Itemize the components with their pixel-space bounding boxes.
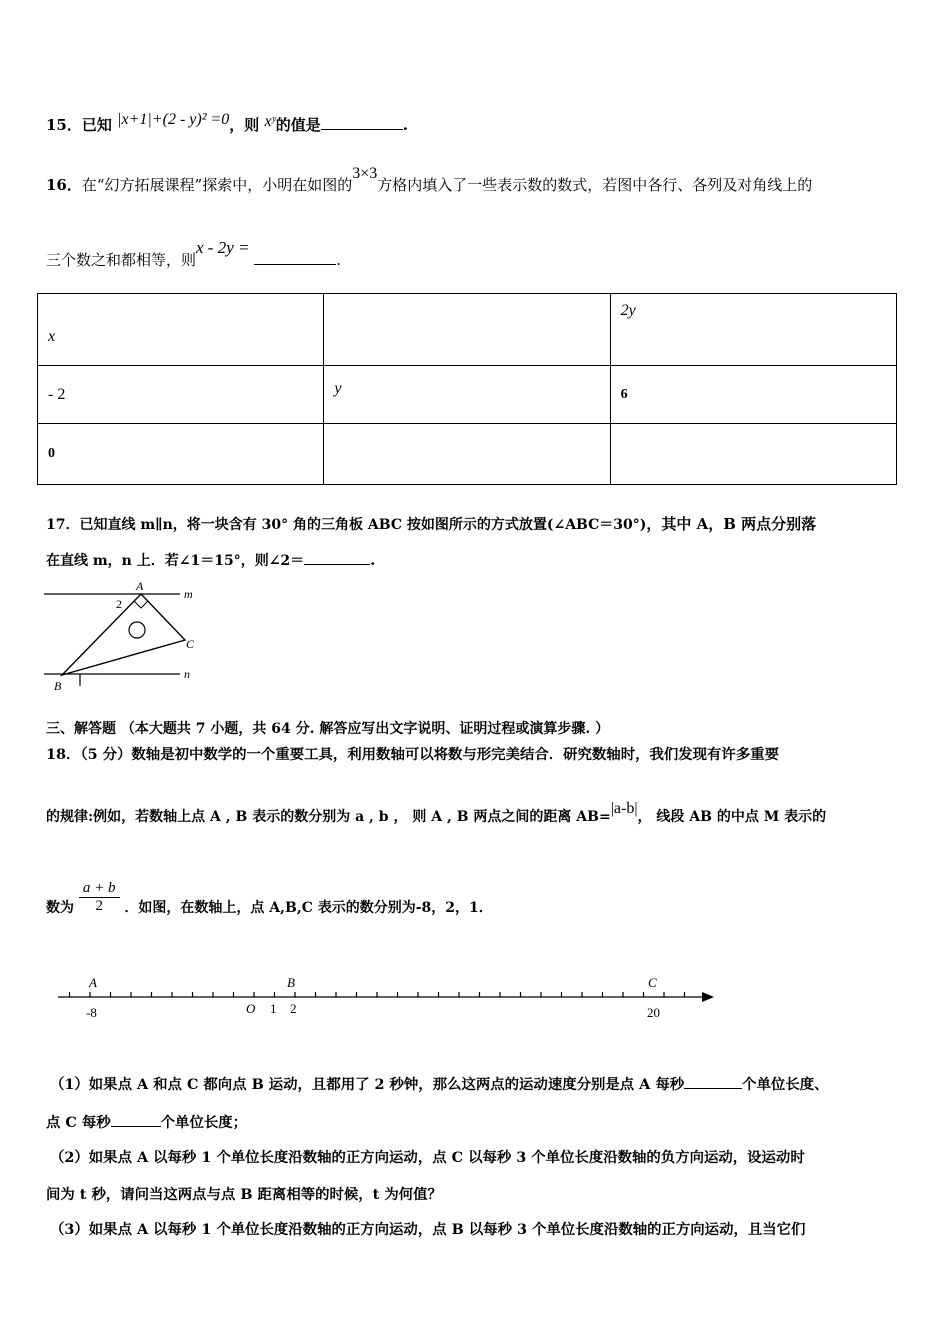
tick-label: -8 bbox=[86, 1005, 97, 1020]
section-3-title: 三、解答题 （本大题共 7 小题，共 64 分. 解答应写出文字说明、证明过程或演算步骤. ） bbox=[46, 721, 610, 737]
point-c-label: C bbox=[186, 637, 195, 651]
q18-text-c: 数为 bbox=[46, 899, 74, 916]
q15-answer-blank[interactable] bbox=[321, 129, 403, 130]
line-n-label: n bbox=[184, 667, 190, 681]
q17-answer-blank[interactable] bbox=[304, 564, 370, 565]
q17-text-a: 17．已知直线 m∥n，将一块含有 30° 角的三角板 ABC 按如图所示的方式放置(∠ABC＝30°) bbox=[46, 517, 647, 533]
question-16-line1 bbox=[46, 165, 813, 195]
q18-text-d: ．如图，在数轴上，点 A,B,C 表示的数分别为-8，2，1． bbox=[124, 899, 493, 916]
question-18-line2 bbox=[46, 800, 827, 826]
line-m-label: m bbox=[184, 587, 193, 601]
magic-square-cell: 2y bbox=[610, 294, 896, 366]
q16-text-b: 方格内填入了一些表示数的数式，若图中各行、各列及对角线上的 bbox=[377, 176, 813, 194]
question-17-line2 bbox=[46, 550, 375, 570]
magic-square-cell bbox=[610, 424, 896, 485]
q16-answer-blank[interactable] bbox=[254, 264, 336, 265]
fraction-denominator: 2 bbox=[95, 898, 103, 914]
triangle-figure bbox=[40, 578, 210, 692]
q16-size: 3×3 bbox=[352, 165, 378, 182]
magic-square-cell: 6 bbox=[610, 366, 896, 424]
q15-power: xʸ bbox=[264, 113, 276, 130]
magic-square-cell: 0 bbox=[38, 424, 324, 485]
tick-label: 20 bbox=[647, 1005, 660, 1020]
axis-arrow-icon bbox=[702, 992, 714, 1002]
q15-number: 15． bbox=[46, 116, 82, 134]
q17-text-c: 在直线 m，n 上．若∠1＝15°，则∠2＝ bbox=[46, 553, 305, 569]
magic-square-cell: y bbox=[324, 366, 610, 424]
q16-end: . bbox=[336, 251, 342, 269]
tick-label: 2 bbox=[290, 1001, 297, 1016]
angle-2-label: 2 bbox=[116, 597, 122, 611]
q18-part2-line2: 间为 t 秒，请问当这两点与点 B 距离相等的时候，t 为何值？ bbox=[46, 1186, 442, 1203]
q15-equation: |x+1|+(2 - y)² =0 bbox=[117, 111, 230, 128]
q15-suffix: 的值是 bbox=[275, 116, 321, 134]
magic-square-cell: x bbox=[38, 294, 324, 366]
point-b-label: B bbox=[54, 679, 62, 692]
q18-part1-line2 bbox=[46, 1111, 247, 1132]
triangle-hole bbox=[129, 622, 145, 638]
tick-label: 1 bbox=[270, 1001, 277, 1016]
q18-part1-text-d: 个单位长度； bbox=[160, 1114, 248, 1131]
q18-part1-text-c: 点 C 每秒 bbox=[46, 1114, 111, 1131]
q16-text-a: 在“幻方拓展课程”探索中，小明在如图的 bbox=[81, 176, 353, 194]
point-c-label: C bbox=[648, 975, 657, 990]
q18-part3-line1: （3）如果点 A 以每秒 1 个单位长度沿数轴的正方向运动，点 B 以每秒 3 个单位长度沿数轴的正方向运动，且当它们 bbox=[50, 1221, 806, 1238]
fraction-numerator: a + b bbox=[79, 880, 120, 898]
q18-part1-blank-b[interactable] bbox=[111, 1126, 161, 1127]
question-18-line3 bbox=[46, 880, 493, 915]
magic-square-cell: - 2 bbox=[38, 366, 324, 424]
magic-square-cell bbox=[324, 294, 610, 366]
question-16-line2 bbox=[46, 238, 342, 270]
q16-expr: x - 2y = bbox=[196, 238, 250, 257]
point-a-label: A bbox=[89, 975, 97, 990]
q18-text-b: ， 线段 AB 的中点 M 表示的 bbox=[637, 809, 827, 825]
q18-part1-line1 bbox=[50, 1073, 829, 1094]
q18-fraction bbox=[79, 880, 120, 915]
question-17-line1 bbox=[46, 513, 816, 534]
q17-end: . bbox=[370, 551, 376, 569]
q15-prefix: 已知 bbox=[81, 116, 112, 134]
magic-square-row bbox=[38, 366, 897, 424]
point-a-label: A bbox=[136, 579, 144, 593]
q16-text-c: 三个数之和都相等，则 bbox=[46, 251, 197, 269]
triangle-abc bbox=[62, 594, 185, 675]
q18-part1-text-a: （1）如果点 A 和点 C 都向点 B 运动，且都用了 2 秒钟，那么这两点的运动速度分别是点 A 每秒 bbox=[50, 1076, 685, 1093]
magic-square-table bbox=[37, 293, 897, 485]
origin-label: O bbox=[246, 1001, 256, 1016]
q18-part1-blank-a[interactable] bbox=[684, 1088, 742, 1089]
q18-part1-text-b: 个单位长度、 bbox=[742, 1076, 829, 1093]
point-b-label: B bbox=[287, 975, 295, 990]
q17-text-b: ，其中 A，B 两点分别落 bbox=[646, 515, 817, 533]
question-15 bbox=[46, 111, 408, 135]
magic-square-row bbox=[38, 424, 897, 485]
number-line bbox=[40, 965, 730, 1025]
q16-number: 16． bbox=[46, 176, 82, 194]
q18-part2-line1: （2）如果点 A 以每秒 1 个单位长度沿数轴的正方向运动，点 C 以每秒 3 个单位长度沿数轴的负方向运动，设运动时 bbox=[50, 1149, 805, 1166]
q18-abs: |a-b| bbox=[610, 800, 638, 817]
q15-mid: ，则 bbox=[229, 116, 260, 134]
magic-square-row bbox=[38, 294, 897, 366]
magic-square-cell bbox=[324, 424, 610, 485]
q18-text-a: 的规律:例如，若数轴上点 A , B 表示的数分别为 a , b ， 则 A , B 两点之间的距离 AB= bbox=[46, 809, 611, 825]
axis-ticks bbox=[70, 992, 685, 997]
question-18-line1: 18．（5 分）数轴是初中数学的一个重要工具，利用数轴可以将数与形完美结合．研究数轴时，我们发现有许多重要 bbox=[46, 746, 779, 763]
q15-end: . bbox=[402, 116, 408, 134]
right-angle-mark bbox=[134, 601, 148, 608]
